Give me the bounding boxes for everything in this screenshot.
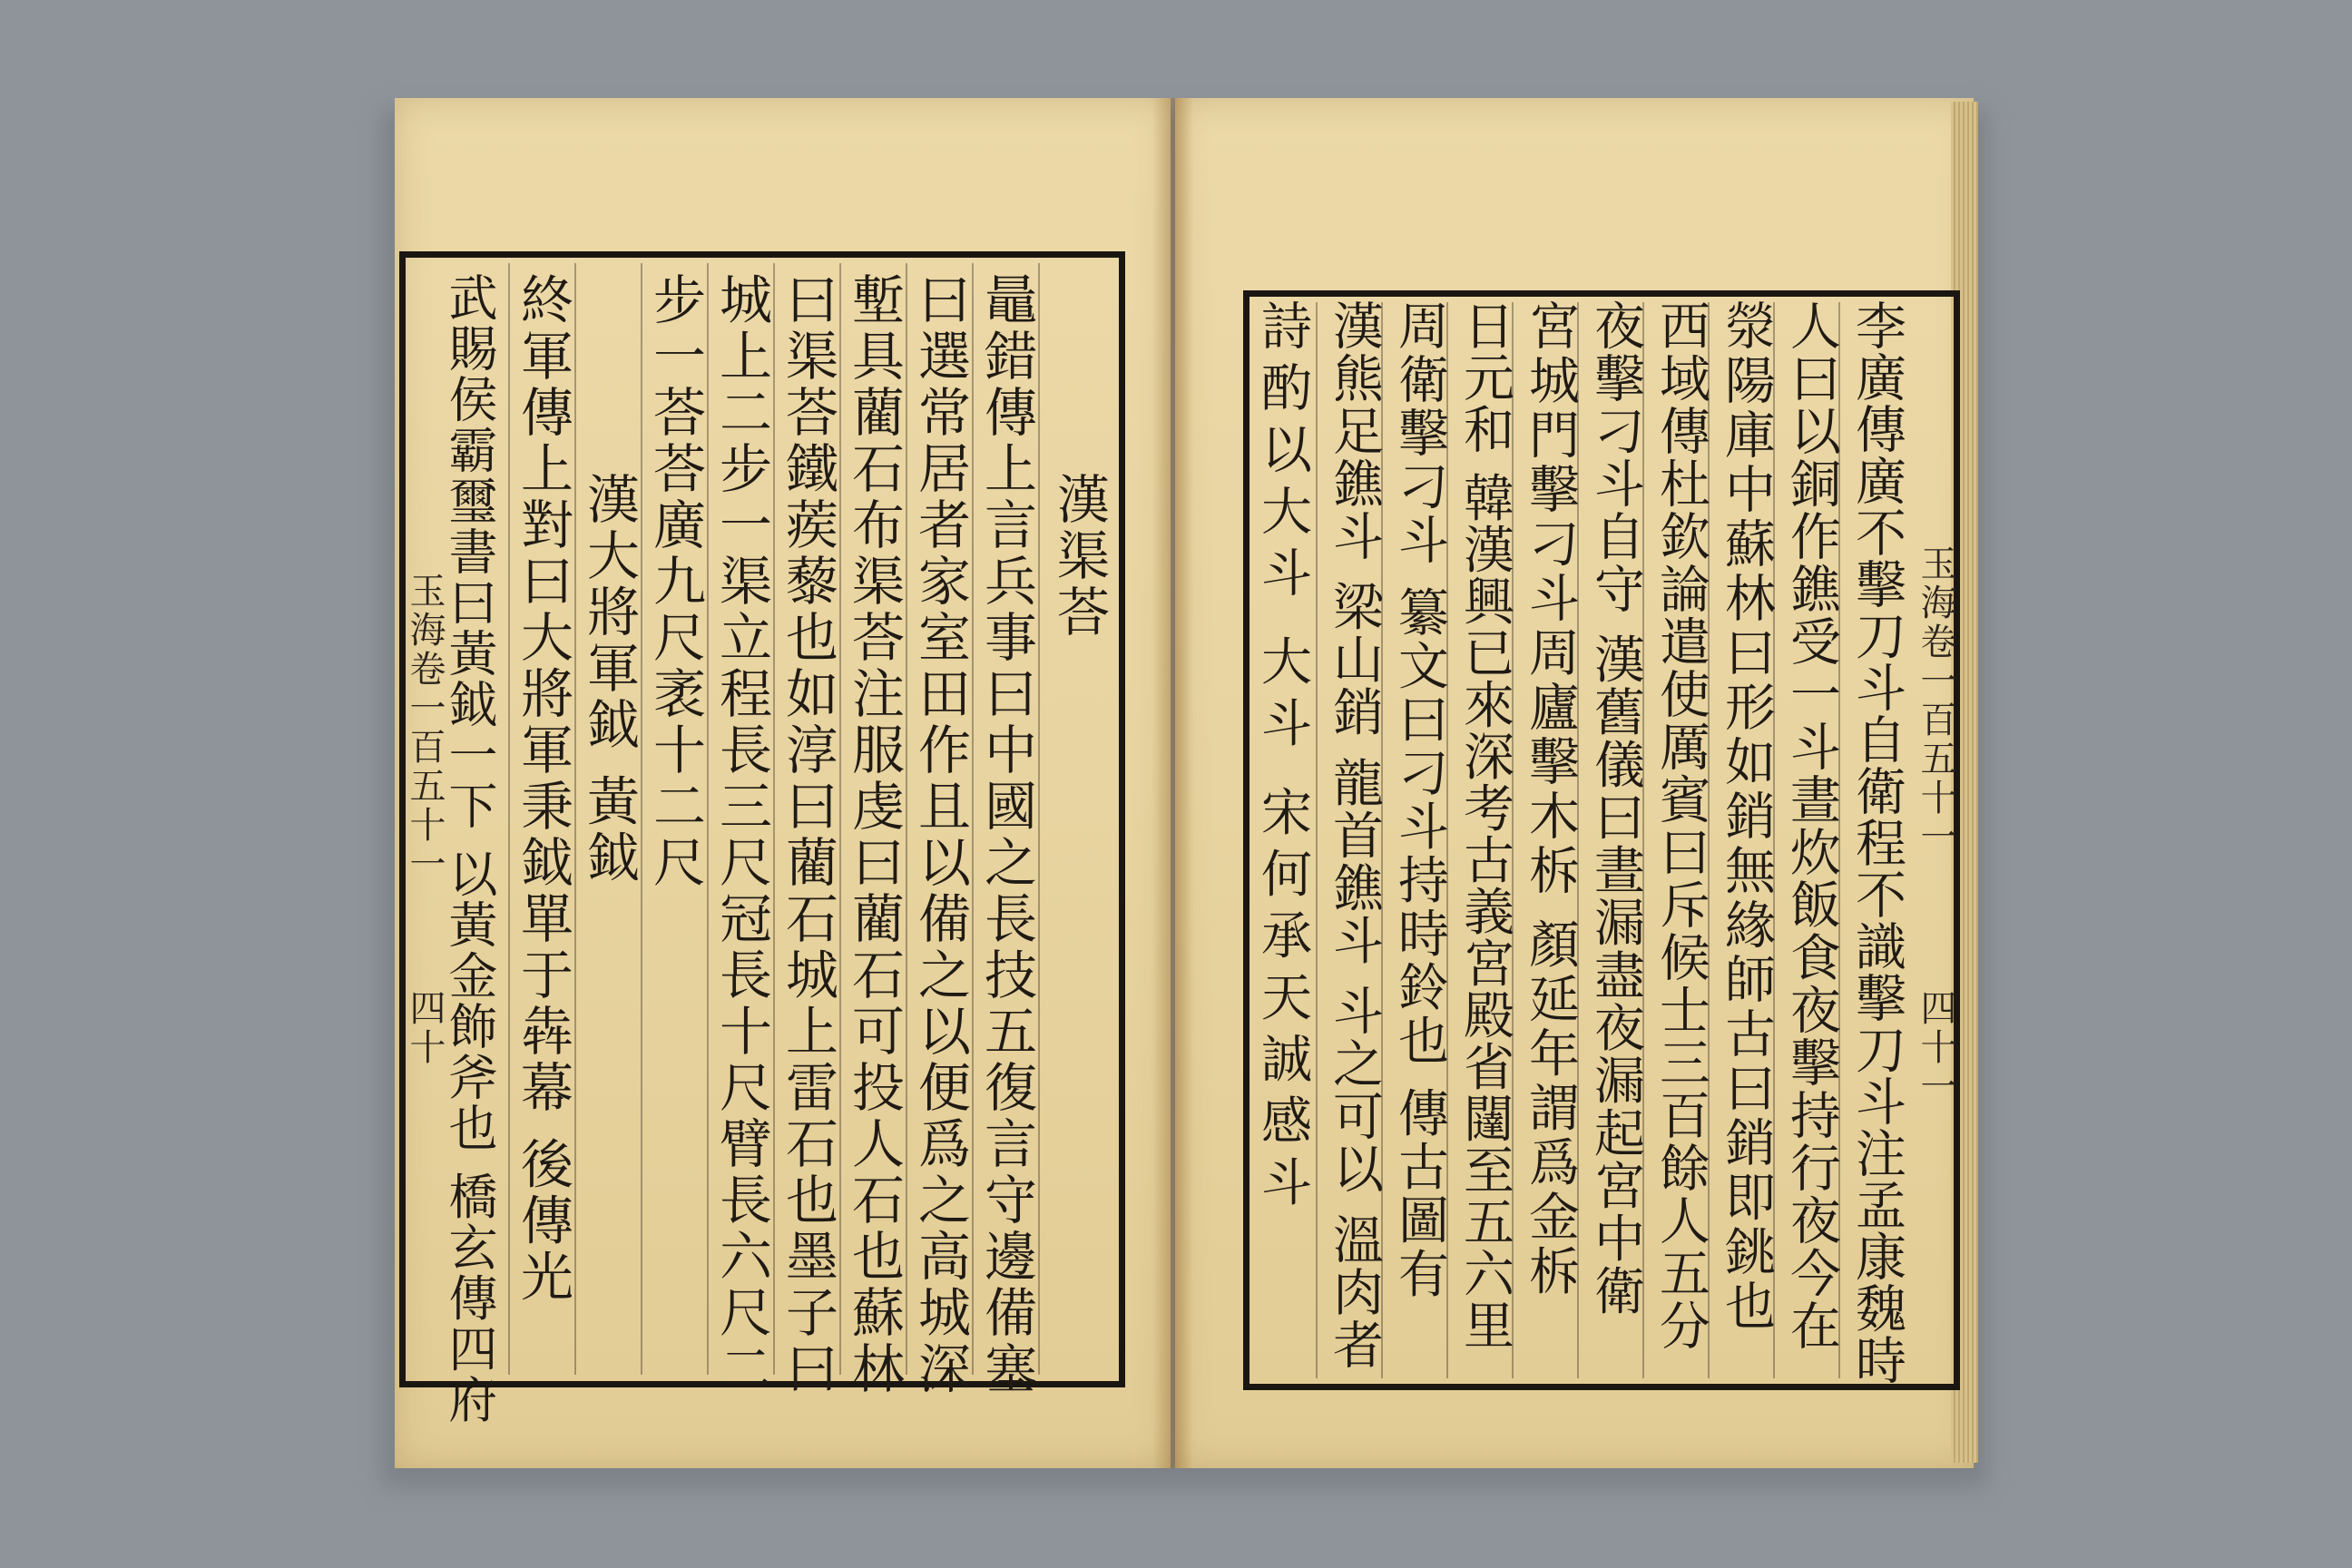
text-column: 武賜侯霸璽書曰黃鉞一下 以黃金飾斧也 橋玄傳四府 [441,272,498,1426]
text-column: 詩酌以大斗 大斗 宋何承天誠感斗 [1253,299,1312,1218]
left-page-leaf-number: 四十 [404,989,446,1067]
column-rule [839,263,841,1375]
text-column: 宮城門擊刁斗周廬擊木柝 顏延年謂爲金柝 [1521,299,1580,1299]
column-rule [1038,263,1040,1375]
column-rule [906,263,907,1375]
text-column: 塹具藺石布渠荅注服虔曰藺石可投人石也蘇林 [843,272,905,1397]
column-rule [1316,302,1318,1378]
right-page-leaf-number: 四十一 [1915,989,1956,1106]
column-rule [574,263,576,1375]
text-column: 曰渠荅鐵蒺藜也如淳曰藺石城上雷石也墨子曰 [777,272,838,1397]
text-column: 城上二步一渠立程長三尺冠長十尺臂長六尺二 [710,272,772,1397]
text-column: 鼂錯傳上言兵事曰中國之長技五復言守邊備塞 [975,272,1037,1397]
text-column: 步一荅荅廣九尺袤十二尺 [644,272,706,891]
text-column: 西域傳杜欽論遣使厲賓曰斥候士三百餘人五分 [1651,299,1710,1352]
column-rule [707,263,709,1375]
text-column: 李廣傳廣不擊刀斗自衛程不識擊刀斗注孟康魏時 [1847,299,1906,1386]
column-rule [641,263,642,1375]
column-rule [508,263,510,1375]
right-page-folio: 玉海卷一百五十一 [1915,544,1956,857]
text-column: 漢熊足鐎斗 梁山銷 龍首鐎斗 斗之可以 溫肉者 [1325,299,1384,1372]
text-column: 日元和 韓漢興已來深考古義宮殿省闥至五六里 [1455,299,1514,1351]
text-column: 曰選常居者家室田作且以備之以便爲之高城深 [909,272,971,1397]
text-column: 周衛擊刁斗 纂文曰刁斗持時鈴也 傳古圖有 [1390,299,1449,1301]
column-rule [773,263,775,1375]
text-column: 滎陽庫中蘇林曰形如銷無緣師古曰銷即銚也 [1717,299,1776,1334]
section-heading: 漢渠荅 [1048,472,1110,641]
left-page-folio: 玉海卷一百五十一 [404,572,446,884]
text-column: 夜擊刁斗自守 漢舊儀曰晝漏盡夜漏起宮中衛 [1586,299,1645,1318]
text-column: 漢大將軍鉞 黃鉞 [578,472,640,887]
column-rule [972,263,974,1375]
book-gutter [1152,98,1193,1468]
text-column: 人曰以銅作鐎受一斗晝炊飯食夜擊持行夜今在 [1782,299,1841,1352]
text-column: 終軍傳上對曰大將軍秉鉞單于犇幕 後傳光 [512,272,573,1306]
